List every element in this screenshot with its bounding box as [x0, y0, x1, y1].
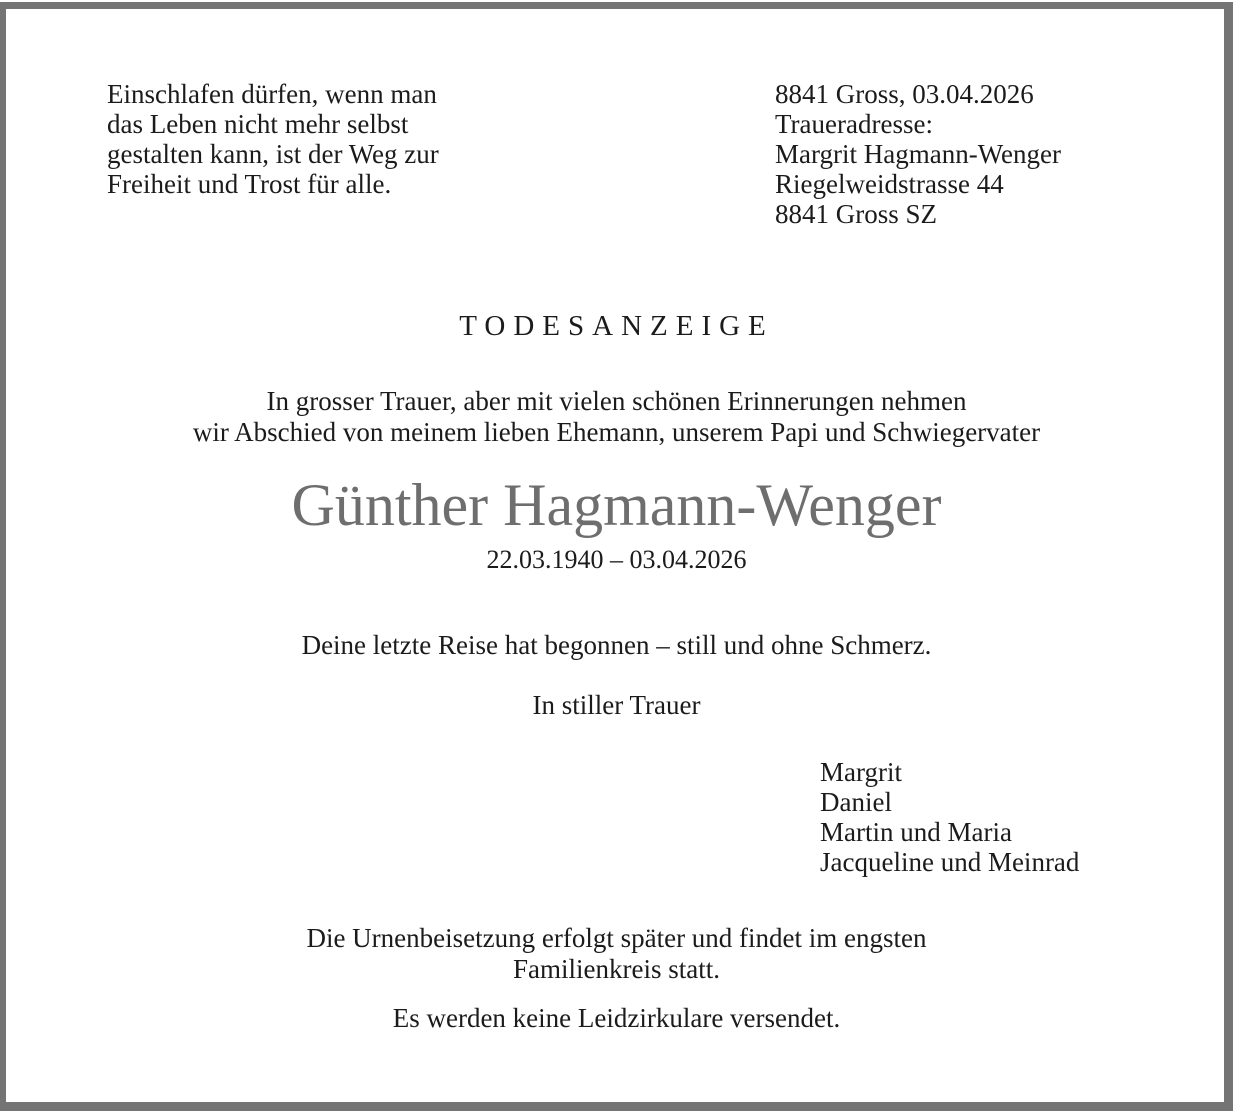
notice-intro-line-2: wir Abschied von meinem lieben Ehemann, unserem Papi und Schwiegervater [192, 417, 1041, 447]
notice-intro-line-1: In grosser Trauer, aber mit vielen schönen Erinnerungen nehmen [266, 386, 967, 416]
memorial-quote-line-1: Einschlafen dürfen, wenn man [107, 79, 437, 109]
mourner-3: Martin und Maria [820, 817, 1012, 847]
mourners-list [820, 757, 1079, 877]
address-label: Traueradresse: [775, 109, 933, 139]
memorial-quote-line-2: das Leben nicht mehr selbst [107, 109, 409, 139]
mourning-label: In stiller Trauer [532, 690, 701, 720]
memorial-quote-line-4: Freiheit und Trost für alle. [107, 169, 392, 199]
address-city: 8841 Gross SZ [775, 199, 938, 229]
address-name: Margrit Hagmann-Wenger [775, 139, 1061, 169]
farewell-line: Deine letzte Reise hat begonnen – still und ohne Schmerz. [301, 630, 932, 660]
mourner-4: Jacqueline und Meinrad [820, 847, 1080, 877]
closing-line: Es werden keine Leidzirkulare versendet. [392, 1003, 841, 1033]
mourner-2: Daniel [820, 787, 892, 817]
life-dates: 22.03.1940 – 03.04.2026 [486, 545, 747, 574]
mourner-1: Margrit [820, 757, 902, 787]
place-and-date: 8841 Gross, 03.04.2026 [775, 79, 1034, 109]
frame-bottom-bar [0, 1102, 1233, 1111]
burial-info-line-1: Die Urnenbeisetzung erfolgt später und findet im engsten [306, 923, 927, 953]
deceased-name: Günther Hagmann-Wenger [291, 472, 942, 538]
burial-info-line-2: Familienkreis statt. [513, 954, 720, 984]
notice-kicker: TODESANZEIGE [459, 310, 774, 342]
memorial-quote-line-3: gestalten kann, ist der Weg zur [107, 139, 439, 169]
memorial-quote [107, 79, 439, 199]
mourning-address-block [775, 79, 1061, 229]
address-street: Riegelweidstrasse 44 [775, 169, 1004, 199]
notice-intro [0, 386, 1233, 448]
frame-top-bar [0, 2, 1233, 9]
burial-info [0, 923, 1233, 985]
